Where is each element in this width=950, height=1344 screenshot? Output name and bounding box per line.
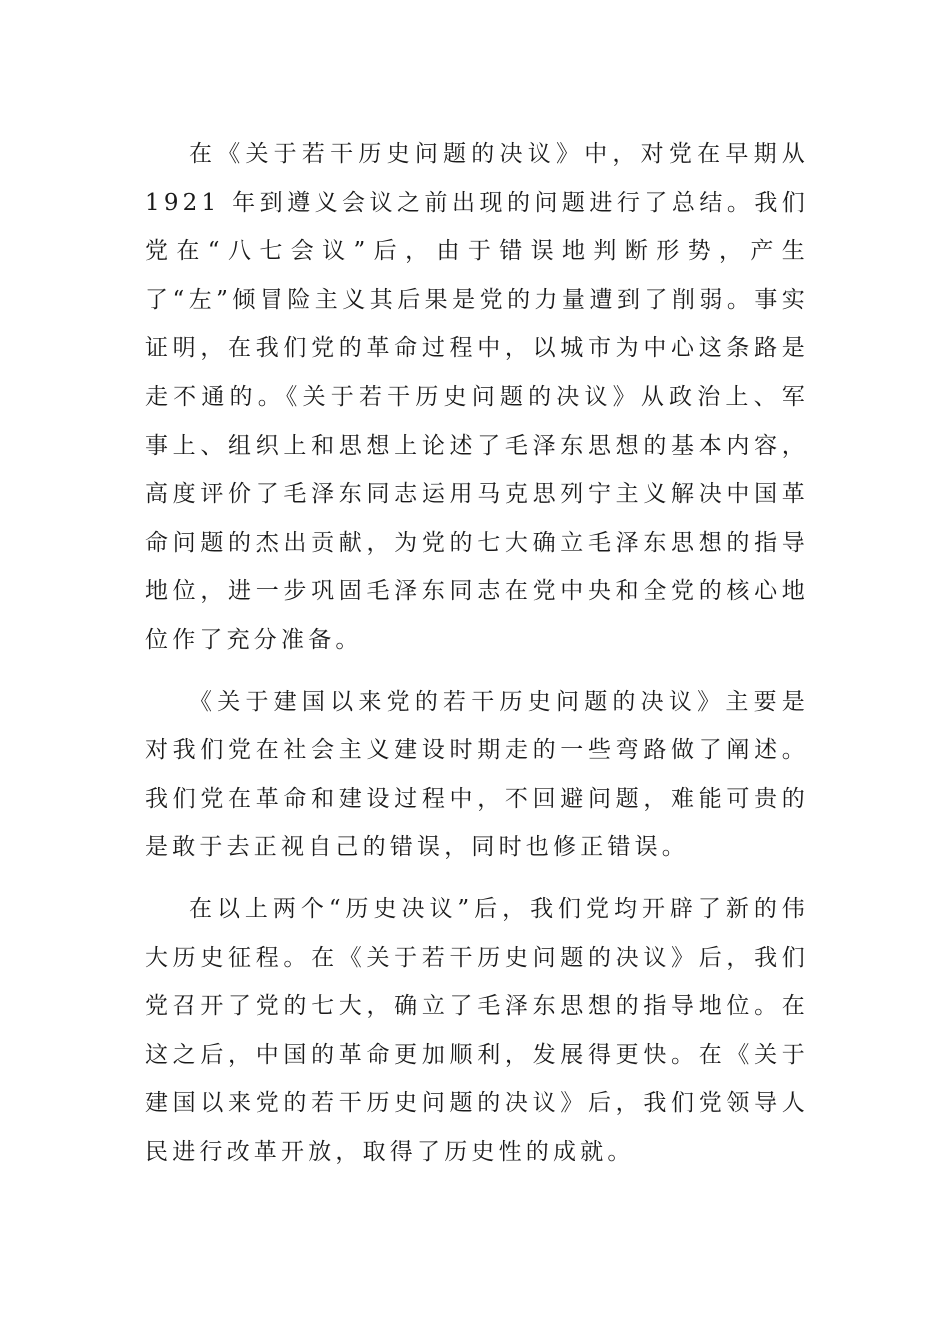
- document-body: [145, 130, 809, 1176]
- paragraph-1: 在《关于若干历史问题的决议》中，对党在早期从 1921 年到遵义会议之前出现的问题进行了总结。我们党在“八七会议”后，由于错误地判断形势，产生了“左”倾冒险主义其后果是党的力量遭到了削弱。事实证明，在我们党的革命过程中，以城市为中心这条路是走不通的。《关于若干历史问题的决议》从政治上、军事上、组织上和思想上论述了毛泽东思想的基本内容，高度评价了毛泽东同志运用马克思列宁主义解决中国革命问题的杰出贡献，为党的七大确立毛泽东思想的指导地位，进一步巩固毛泽东同志在党中央和全党的核心地位作了充分准备。: [145, 141, 809, 653]
- paragraph-2: 《关于建国以来党的若干历史问题的决议》主要是对我们党在社会主义建设时期走的一些弯路做了阐述。我们党在革命和建设过程中，不回避问题，难能可贵的是敢于去正视自己的错误，同时也修正错误。: [145, 688, 809, 861]
- paragraph-3: 在以上两个“历史决议”后，我们党均开辟了新的伟大历史征程。在《关于若干历史问题的决议》后，我们党召开了党的七大，确立了毛泽东思想的指导地位。在这之后，中国的革命更加顺利，发展得更快。在《关于建国以来党的若干历史问题的决议》后，我们党领导人民进行改革开放，取得了历史性的成就。: [145, 895, 809, 1165]
